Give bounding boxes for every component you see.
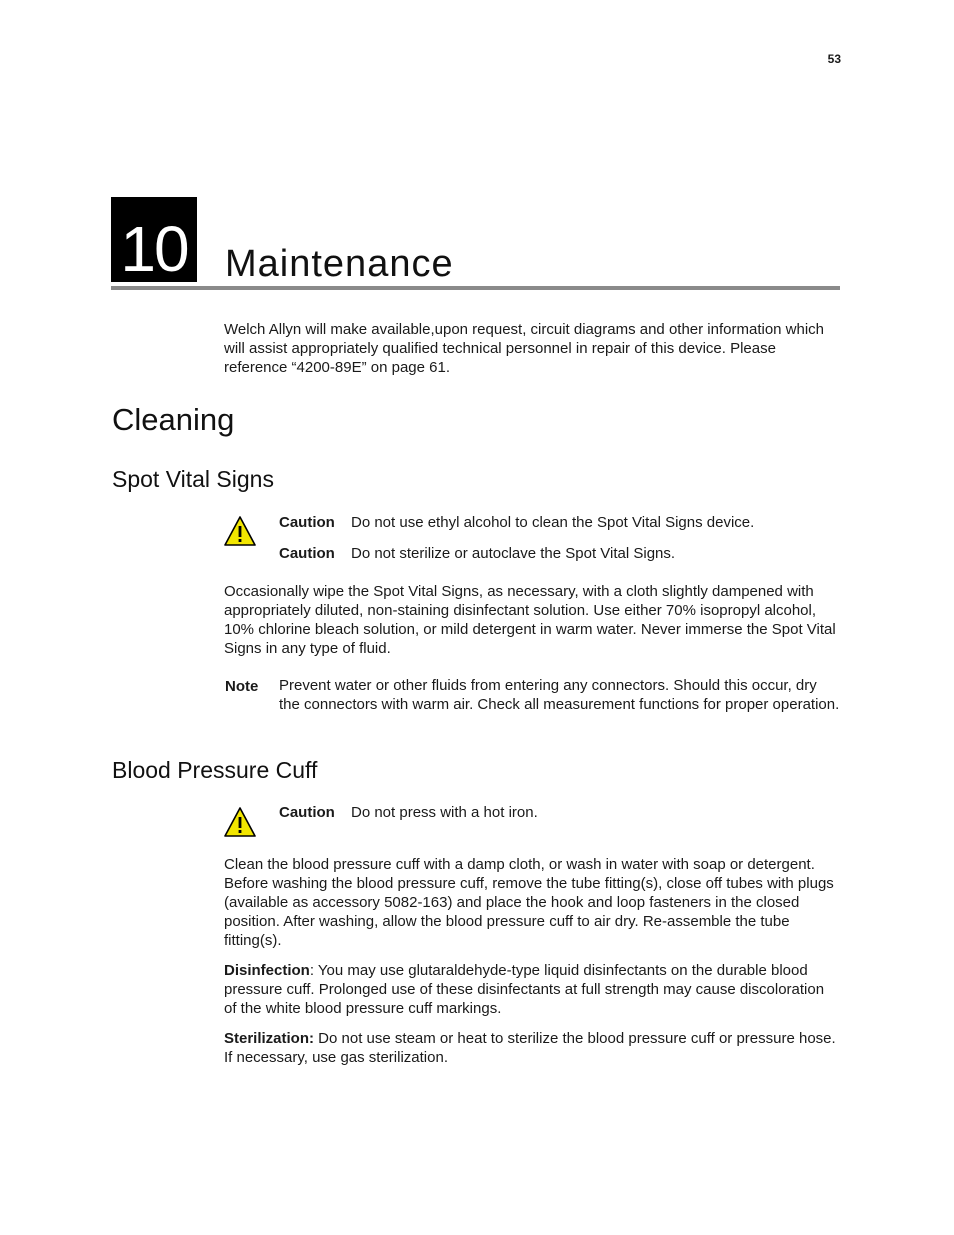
intro-paragraph: Welch Allyn will make available,upon request, circuit diagrams and other information which will assist appropriately qualified technical personnel in repair of this device. Please reference “4200-89E” on page 61.	[224, 321, 825, 376]
section-heading-cleaning: Cleaning	[112, 402, 235, 437]
subsection-heading-blood-pressure-cuff: Blood Pressure Cuff	[112, 757, 318, 783]
caution-label: Caution	[279, 804, 335, 821]
disinfection-paragraph	[224, 961, 840, 1018]
caution-text: Do not press with a hot iron.	[351, 804, 538, 821]
chapter-title-rule	[111, 286, 840, 290]
caution-text: Do not sterilize or autoclave the Spot Vital Signs.	[351, 545, 676, 562]
caution-label: Caution	[279, 514, 335, 531]
warning-triangle-icon	[223, 515, 257, 547]
sterilization-text: Do not use steam or heat to sterilize the blood pressure cuff or pressure hose. If necessary, use gas sterilization.	[224, 1030, 836, 1066]
sterilization-paragraph	[224, 1029, 840, 1067]
chapter-number-box: 10	[111, 197, 197, 282]
spot-cleaning-paragraph: Occasionally wipe the Spot Vital Signs, as necessary, with a cloth slightly dampened with appropriately diluted, non-staining disinfectant solution. Use either 70% isopropyl alcohol, 10% chlorine bleach solution, or mild detergent in warm water. Never immerse the Spot Vital Signs in any type of fluid.	[224, 583, 836, 657]
caution-text: Do not use ethyl alcohol to clean the Spot Vital Signs device.	[351, 514, 755, 531]
note-label: Note	[225, 678, 259, 695]
subsection-heading-spot-vital-signs: Spot Vital Signs	[112, 466, 274, 492]
sterilization-label: Sterilization:	[224, 1030, 315, 1047]
cuff-cleaning-paragraph: Clean the blood pressure cuff with a damp cloth, or wash in water with soap or detergent. Before washing the blood pressure cuff, remove the tube fitting(s), close off tubes with plugs (available as accessory 5082-163) and place the hook and loop fasteners in the closed position. After washing, allow the blood pressure cuff to air dry. Re-assemble the tube fitting(s).	[224, 856, 834, 949]
disinfection-label: Disinfection	[224, 962, 310, 979]
page-number: 53	[827, 52, 841, 66]
warning-triangle-icon	[223, 806, 257, 838]
disinfection-text: : You may use glutaraldehyde-type liquid disinfectants on the durable blood pressure cuff. Prolonged use of these disinfectants at full strength may cause discoloration of the white blood pressure cuff markings.	[224, 962, 825, 1017]
chapter-title: Maintenance	[225, 243, 454, 285]
note-text: Prevent water or other fluids from entering any connectors. Should this occur, dry the connectors with warm air. Check all measurement functions for proper operation.	[279, 677, 840, 713]
caution-label: Caution	[279, 545, 335, 562]
